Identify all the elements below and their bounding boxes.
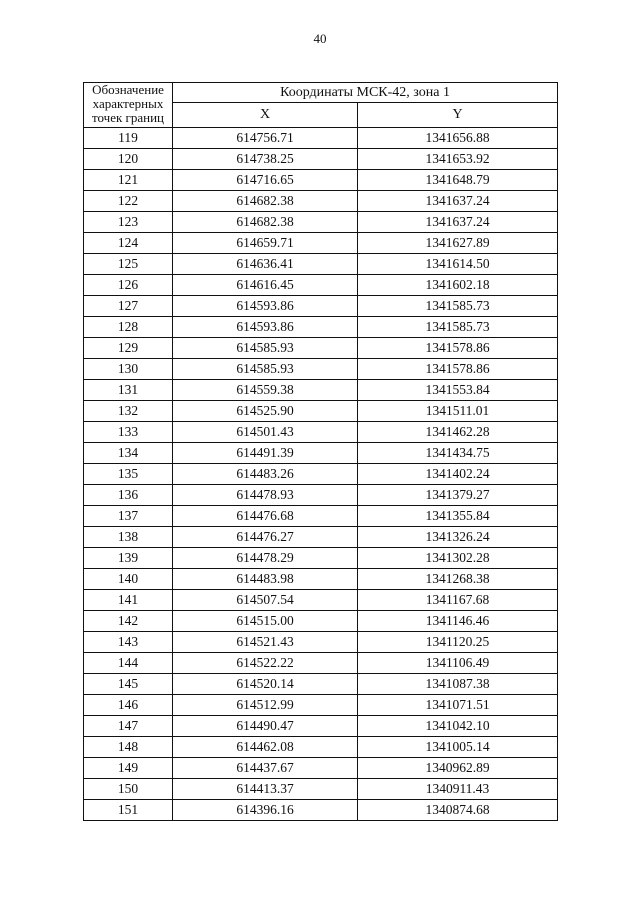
y-coordinate-cell: 1341614.50 [358, 254, 558, 275]
y-coordinate-cell: 1340874.68 [358, 800, 558, 821]
point-id-cell: 139 [84, 548, 173, 569]
point-id-cell: 141 [84, 590, 173, 611]
y-coordinate-cell: 1341146.46 [358, 611, 558, 632]
y-coordinate-cell: 1341106.49 [358, 653, 558, 674]
y-coordinate-cell: 1340911.43 [358, 779, 558, 800]
point-id-cell: 121 [84, 170, 173, 191]
y-coordinate-cell: 1341585.73 [358, 317, 558, 338]
x-coordinate-cell: 614478.93 [173, 485, 358, 506]
header-designation [84, 83, 173, 128]
table-row [84, 170, 558, 191]
y-coordinate-cell: 1341379.27 [358, 485, 558, 506]
table-row [84, 779, 558, 800]
point-id-cell: 137 [84, 506, 173, 527]
table-row [84, 359, 558, 380]
x-coordinate-cell: 614462.08 [173, 737, 358, 758]
point-id-cell: 151 [84, 800, 173, 821]
x-coordinate-cell: 614491.39 [173, 443, 358, 464]
point-id-cell: 138 [84, 527, 173, 548]
x-coordinate-cell: 614490.47 [173, 716, 358, 737]
x-coordinate-cell: 614512.99 [173, 695, 358, 716]
header-designation-line3: точек границ [91, 110, 165, 125]
point-id-cell: 142 [84, 611, 173, 632]
y-coordinate-cell: 1341553.84 [358, 380, 558, 401]
header-designation-line2: характерных [92, 96, 164, 111]
table-row [84, 296, 558, 317]
point-id-cell: 145 [84, 674, 173, 695]
x-coordinate-cell: 614520.14 [173, 674, 358, 695]
y-coordinate-cell: 1341585.73 [358, 296, 558, 317]
table-row [84, 653, 558, 674]
x-coordinate-cell: 614756.71 [173, 128, 358, 149]
point-id-cell: 123 [84, 212, 173, 233]
x-coordinate-cell: 614413.37 [173, 779, 358, 800]
table-row [84, 275, 558, 296]
y-coordinate-cell: 1340962.89 [358, 758, 558, 779]
y-coordinate-cell: 1341653.92 [358, 149, 558, 170]
point-id-cell: 124 [84, 233, 173, 254]
point-id-cell: 150 [84, 779, 173, 800]
table-row [84, 317, 558, 338]
x-coordinate-cell: 614636.41 [173, 254, 358, 275]
x-coordinate-cell: 614507.54 [173, 590, 358, 611]
point-id-cell: 136 [84, 485, 173, 506]
table-row [84, 569, 558, 590]
y-coordinate-cell: 1341578.86 [358, 338, 558, 359]
table-row [84, 632, 558, 653]
table-row [84, 254, 558, 275]
x-coordinate-cell: 614682.38 [173, 212, 358, 233]
y-coordinate-cell: 1341462.28 [358, 422, 558, 443]
y-coordinate-cell: 1341087.38 [358, 674, 558, 695]
table-row [84, 422, 558, 443]
header-x: X [173, 103, 358, 128]
point-id-cell: 130 [84, 359, 173, 380]
x-coordinate-cell: 614521.43 [173, 632, 358, 653]
table-row [84, 233, 558, 254]
table-row [84, 443, 558, 464]
point-id-cell: 146 [84, 695, 173, 716]
y-coordinate-cell: 1341167.68 [358, 590, 558, 611]
table-row [84, 800, 558, 821]
x-coordinate-cell: 614476.27 [173, 527, 358, 548]
table-row [84, 674, 558, 695]
x-coordinate-cell: 614738.25 [173, 149, 358, 170]
y-coordinate-cell: 1341402.24 [358, 464, 558, 485]
coordinates-table-body [84, 83, 558, 821]
x-coordinate-cell: 614659.71 [173, 233, 358, 254]
point-id-cell: 120 [84, 149, 173, 170]
table-row [84, 611, 558, 632]
x-coordinate-cell: 614559.38 [173, 380, 358, 401]
y-coordinate-cell: 1341268.38 [358, 569, 558, 590]
x-coordinate-cell: 614501.43 [173, 422, 358, 443]
table-row [84, 590, 558, 611]
y-coordinate-cell: 1341434.75 [358, 443, 558, 464]
table-row [84, 716, 558, 737]
point-id-cell: 148 [84, 737, 173, 758]
table-row [84, 506, 558, 527]
y-coordinate-cell: 1341326.24 [358, 527, 558, 548]
y-coordinate-cell: 1341578.86 [358, 359, 558, 380]
x-coordinate-cell: 614476.68 [173, 506, 358, 527]
y-coordinate-cell: 1341005.14 [358, 737, 558, 758]
y-coordinate-cell: 1341355.84 [358, 506, 558, 527]
header-y: Y [358, 103, 558, 128]
point-id-cell: 125 [84, 254, 173, 275]
point-id-cell: 127 [84, 296, 173, 317]
point-id-cell: 144 [84, 653, 173, 674]
x-coordinate-cell: 614585.93 [173, 359, 358, 380]
point-id-cell: 149 [84, 758, 173, 779]
x-coordinate-cell: 614616.45 [173, 275, 358, 296]
y-coordinate-cell: 1341120.25 [358, 632, 558, 653]
x-coordinate-cell: 614593.86 [173, 317, 358, 338]
y-coordinate-cell: 1341637.24 [358, 212, 558, 233]
x-coordinate-cell: 614585.93 [173, 338, 358, 359]
table-row [84, 464, 558, 485]
table-row [84, 737, 558, 758]
point-id-cell: 135 [84, 464, 173, 485]
table-row [84, 695, 558, 716]
point-id-cell: 132 [84, 401, 173, 422]
table-row [84, 485, 558, 506]
x-coordinate-cell: 614593.86 [173, 296, 358, 317]
table-row [84, 191, 558, 212]
x-coordinate-cell: 614716.65 [173, 170, 358, 191]
point-id-cell: 140 [84, 569, 173, 590]
y-coordinate-cell: 1341042.10 [358, 716, 558, 737]
y-coordinate-cell: 1341302.28 [358, 548, 558, 569]
x-coordinate-cell: 614483.26 [173, 464, 358, 485]
table-row [84, 401, 558, 422]
point-id-cell: 126 [84, 275, 173, 296]
table-row [84, 758, 558, 779]
header-coordinates: Координаты МСК-42, зона 1 [173, 83, 558, 103]
y-coordinate-cell: 1341511.01 [358, 401, 558, 422]
point-id-cell: 122 [84, 191, 173, 212]
x-coordinate-cell: 614478.29 [173, 548, 358, 569]
x-coordinate-cell: 614525.90 [173, 401, 358, 422]
y-coordinate-cell: 1341602.18 [358, 275, 558, 296]
point-id-cell: 134 [84, 443, 173, 464]
point-id-cell: 119 [84, 128, 173, 149]
y-coordinate-cell: 1341637.24 [358, 191, 558, 212]
x-coordinate-cell: 614437.67 [173, 758, 358, 779]
coordinates-table [83, 82, 558, 821]
y-coordinate-cell: 1341071.51 [358, 695, 558, 716]
table-row [84, 548, 558, 569]
page-number: 40 [313, 31, 327, 46]
point-id-cell: 128 [84, 317, 173, 338]
table-row [84, 338, 558, 359]
y-coordinate-cell: 1341648.79 [358, 170, 558, 191]
header-designation-line1: Обозначение [92, 82, 164, 97]
point-id-cell: 143 [84, 632, 173, 653]
point-id-cell: 133 [84, 422, 173, 443]
x-coordinate-cell: 614515.00 [173, 611, 358, 632]
point-id-cell: 129 [84, 338, 173, 359]
x-coordinate-cell: 614396.16 [173, 800, 358, 821]
table-row [84, 212, 558, 233]
x-coordinate-cell: 614522.22 [173, 653, 358, 674]
table-row [84, 149, 558, 170]
y-coordinate-cell: 1341656.88 [358, 128, 558, 149]
x-coordinate-cell: 614682.38 [173, 191, 358, 212]
point-id-cell: 131 [84, 380, 173, 401]
table-row [84, 380, 558, 401]
x-coordinate-cell: 614483.98 [173, 569, 358, 590]
y-coordinate-cell: 1341627.89 [358, 233, 558, 254]
table-row [84, 128, 558, 149]
table-header-row [84, 83, 558, 103]
point-id-cell: 147 [84, 716, 173, 737]
table-row [84, 527, 558, 548]
